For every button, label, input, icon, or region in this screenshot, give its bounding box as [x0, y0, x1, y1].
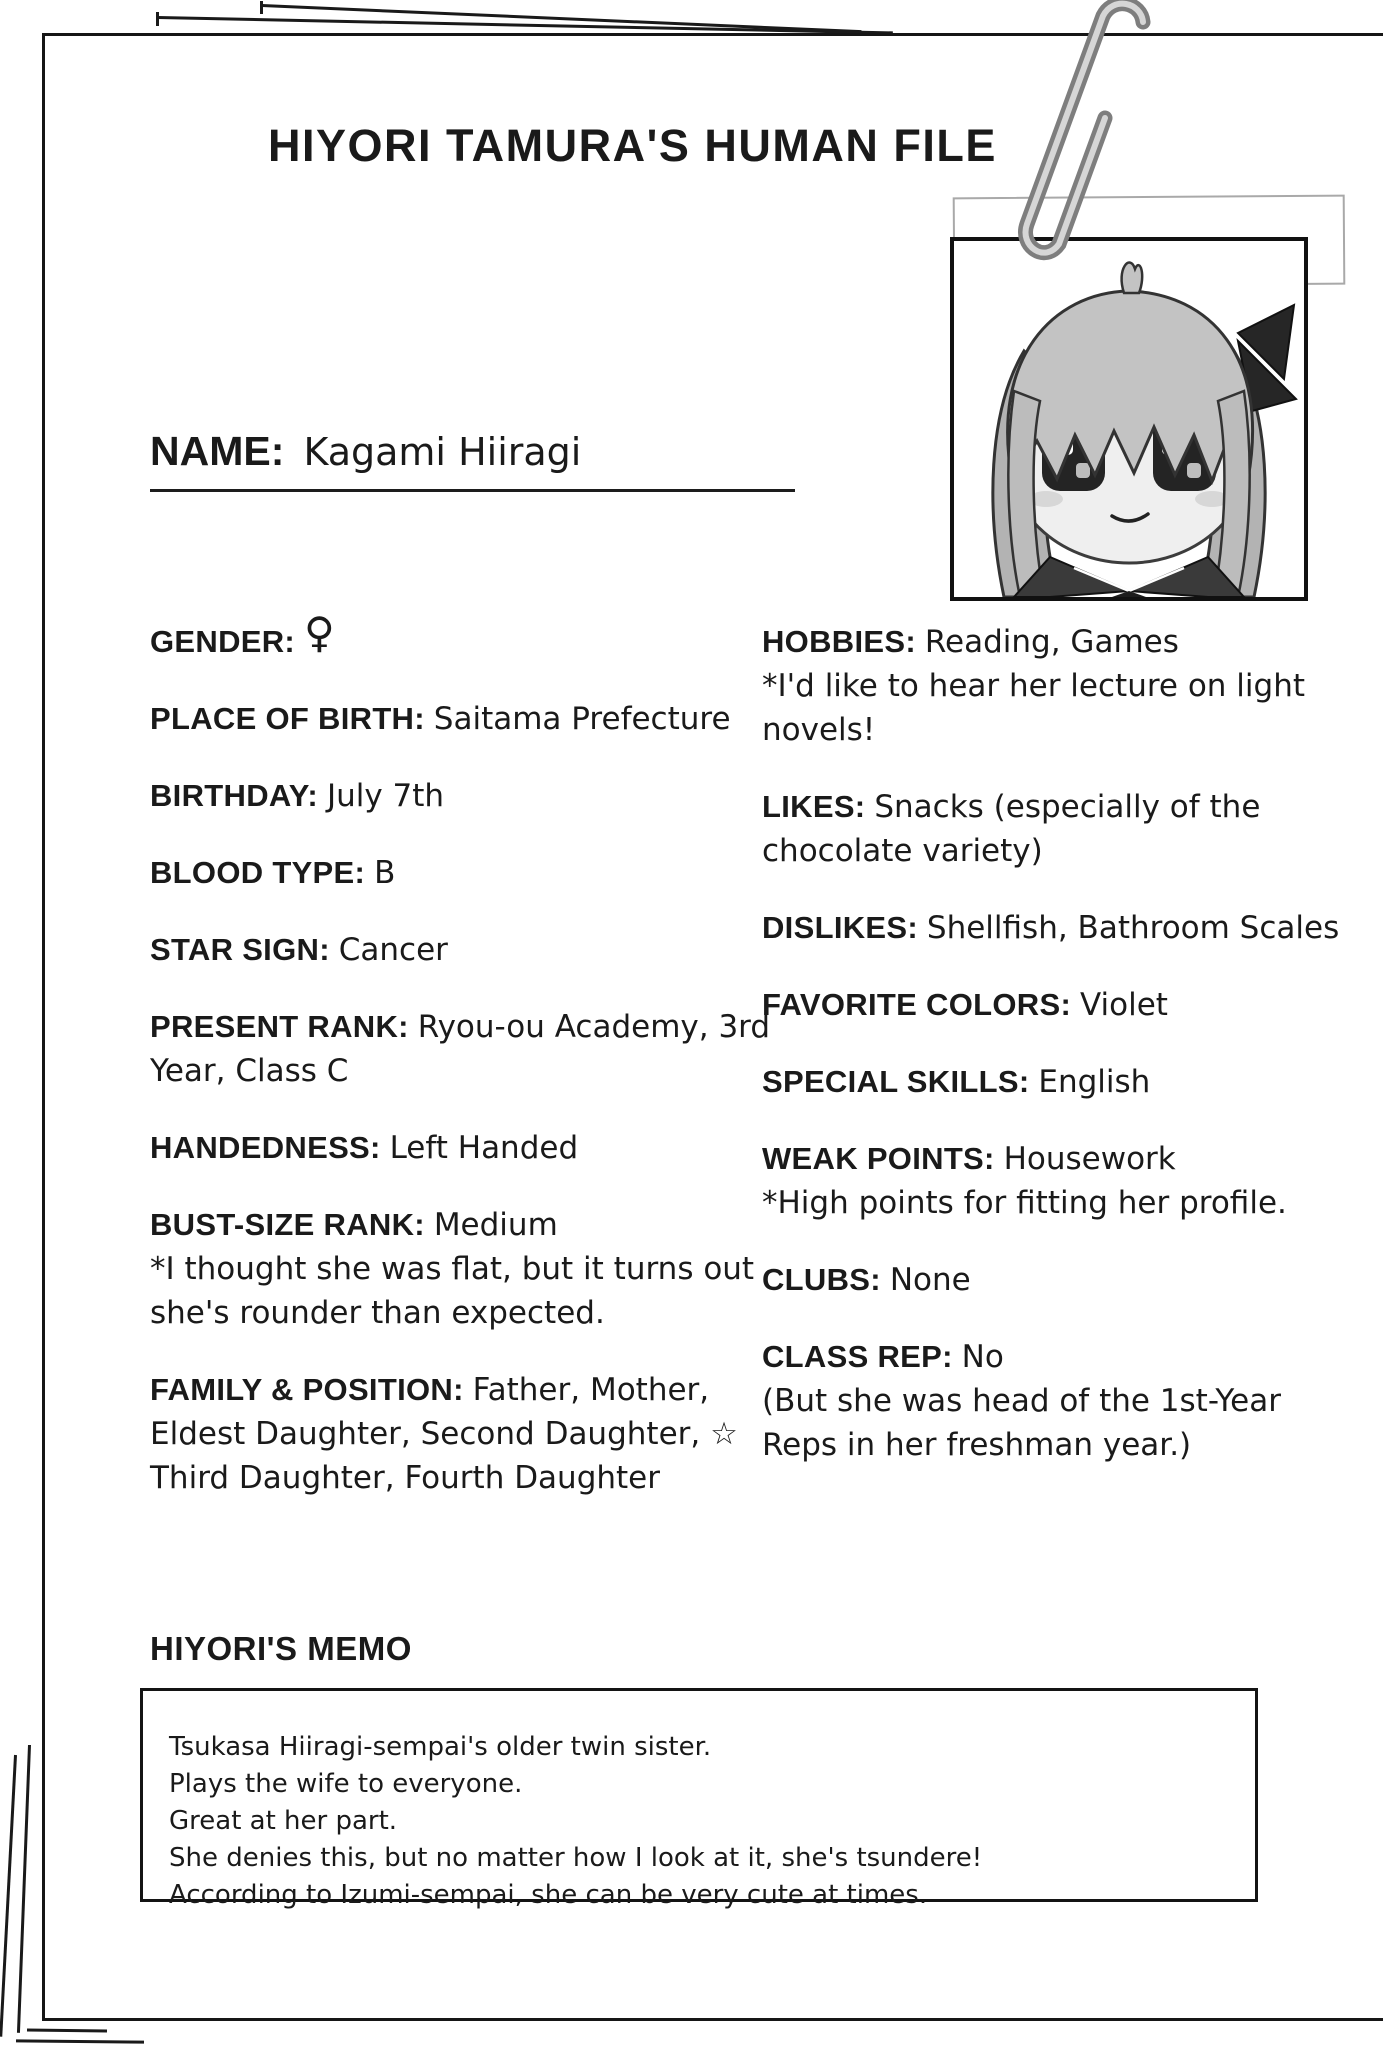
memo-line: Tsukasa Hiiragi-sempai's older twin sister. — [169, 1732, 712, 1762]
profile-field — [150, 851, 795, 895]
field-value: Reading, Games — [924, 624, 1179, 660]
profile-field — [762, 983, 1347, 1027]
profile-field — [762, 1335, 1347, 1467]
field-label: BLOOD TYPE: — [150, 855, 375, 890]
gender-female-symbol: ♀ — [303, 608, 335, 657]
memo-line: According to Izumi-sempai, she can be very cute at times. — [169, 1880, 928, 1910]
back-sheet-edge — [262, 4, 862, 33]
field-value: English — [1038, 1064, 1151, 1100]
back-sheet-edge — [0, 1755, 17, 2037]
field-label: BUST-SIZE RANK: — [150, 1207, 434, 1242]
field-value: B — [374, 855, 396, 891]
field-value: Violet — [1079, 987, 1168, 1023]
field-note: *I'd like to hear her lecture on light novels! — [762, 668, 1305, 748]
name-value: Kagami Hiiragi — [303, 430, 582, 474]
back-sheet-edge — [27, 2028, 107, 2032]
field-label: GENDER: — [150, 624, 304, 659]
profile-field — [762, 785, 1347, 873]
back-sheet-edge — [17, 1745, 31, 2033]
field-label: WEAK POINTS: — [762, 1141, 1004, 1176]
field-label: PRESENT RANK: — [150, 1009, 418, 1044]
field-label: PLACE OF BIRTH: — [150, 701, 434, 736]
field-label: HANDEDNESS: — [150, 1130, 390, 1165]
profile-field — [150, 1368, 795, 1500]
back-sheet-edge — [158, 16, 893, 34]
field-note: *I thought she was flat, but it turns out she's rounder than expected. — [150, 1251, 755, 1331]
field-label: BIRTHDAY: — [150, 778, 327, 813]
profile-field — [150, 608, 795, 664]
profile-field — [762, 1258, 1347, 1302]
field-value: Shellfish, Bathroom Scales — [926, 910, 1340, 946]
profile-field — [762, 620, 1347, 752]
field-label: SPECIAL SKILLS: — [762, 1064, 1039, 1099]
field-label: CLASS REP: — [762, 1339, 962, 1374]
field-label: DISLIKES: — [762, 910, 927, 945]
memo-line: She denies this, but no matter how I look at it, she's tsundere! — [169, 1843, 983, 1873]
field-value: No — [961, 1339, 1004, 1375]
field-value: Snacks (especially of the chocolate variety) — [762, 789, 1261, 869]
memo-box — [140, 1688, 1258, 1910]
field-value: Father, Mother, Eldest Daughter, Second Daughter, ☆ Third Daughter, Fourth Daughter — [150, 1372, 738, 1496]
profile-column-right — [762, 620, 1347, 1500]
paperclip-icon — [995, 0, 1195, 292]
profile-field — [150, 928, 795, 972]
field-value: Left Handed — [389, 1130, 579, 1166]
field-label: STAR SIGN: — [150, 932, 339, 967]
back-sheet-corner — [156, 12, 159, 26]
field-value: July 7th — [326, 778, 445, 814]
profile-field — [762, 906, 1347, 950]
field-value: Cancer — [338, 932, 448, 968]
profile-column-left — [150, 608, 795, 1533]
field-value: None — [889, 1262, 971, 1298]
profile-field — [762, 1137, 1347, 1225]
profile-field — [150, 1005, 795, 1093]
page-title: HIYORI TAMURA'S HUMAN FILE — [268, 120, 997, 171]
memo-heading: HIYORI'S MEMO — [150, 1630, 412, 1667]
field-value: Medium — [433, 1207, 558, 1243]
name-row — [150, 428, 795, 492]
field-note: (But she was head of the 1st-Year Reps in her freshman year.) — [762, 1383, 1281, 1463]
profile-field — [150, 697, 795, 741]
name-label: NAME: — [150, 428, 285, 474]
field-label: LIKES: — [762, 789, 875, 824]
memo-line: Plays the wife to everyone. — [169, 1769, 523, 1799]
chibi-portrait-illustration — [954, 241, 1304, 597]
field-note: *High points for fitting her profile. — [762, 1185, 1287, 1221]
back-sheet-corner — [260, 1, 263, 14]
field-label: FAMILY & POSITION: — [150, 1372, 473, 1407]
field-value: Saitama Prefecture — [433, 701, 731, 737]
profile-field — [150, 1126, 795, 1170]
profile-field — [150, 774, 795, 818]
field-value: Ryou-ou Academy, 3rd Year, Class C — [150, 1009, 771, 1089]
profile-field — [762, 1060, 1347, 1104]
field-value: Housework — [1003, 1141, 1176, 1177]
field-label: HOBBIES: — [762, 624, 925, 659]
field-label: FAVORITE COLORS: — [762, 987, 1080, 1022]
profile-field — [150, 1203, 795, 1335]
field-label: CLUBS: — [762, 1262, 890, 1297]
back-sheet-edge — [16, 2039, 144, 2043]
memo-line: Great at her part. — [169, 1806, 398, 1836]
